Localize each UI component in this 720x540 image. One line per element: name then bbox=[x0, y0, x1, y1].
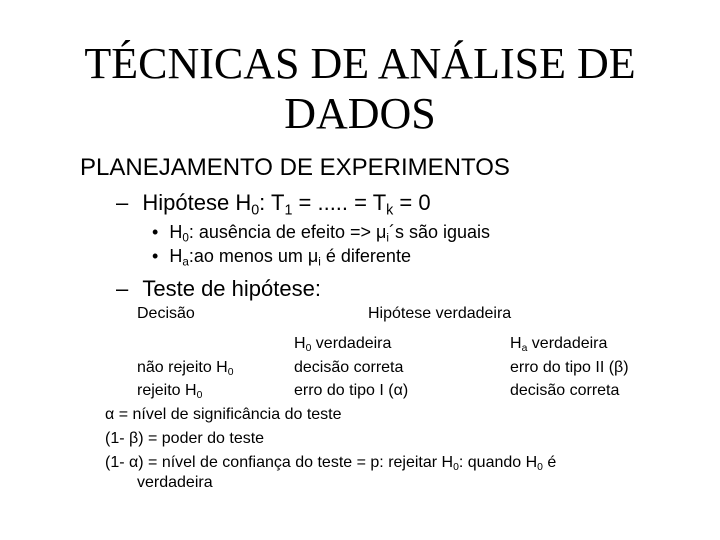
row-reject-label: rejeito $H_0$ bbox=[137, 382, 203, 402]
decision-header: Decisão bbox=[137, 305, 195, 322]
hypothesis-text: Hipótese $H_0$: $T_1$ = ..... = $T_k = 0$ bbox=[142, 190, 431, 219]
dot-bullet: • bbox=[152, 222, 159, 242]
dash-bullet: – bbox=[116, 276, 129, 301]
true-hypothesis-header: Hipótese verdadeira bbox=[368, 305, 512, 322]
row-not-reject-label: não rejeito $H_0$ bbox=[137, 359, 234, 379]
confidence-note: (1- α) = nível de confiança do teste = p: rejeitar $H_0$: quando $H_0$ é bbox=[105, 454, 557, 474]
dot-bullet: • bbox=[152, 246, 159, 266]
hypothesis-line bbox=[116, 190, 431, 219]
section-heading: PLANEJAMENTO DE EXPERIMENTOS bbox=[80, 154, 510, 181]
slide-title-line-1: TÉCNICAS DE ANÁLISE DE bbox=[84, 39, 636, 88]
row-not-reject-h0-cell: decisão correta bbox=[294, 359, 404, 376]
h0-true-header: $H_0$ verdadeira bbox=[294, 335, 392, 355]
ha-true-header: $H_a$ verdadeira bbox=[510, 335, 608, 355]
row-reject-ha-cell: decisão correta bbox=[510, 382, 620, 399]
beta-note: (1- β) = poder do teste bbox=[105, 430, 265, 447]
confidence-note-continuation: verdadeira bbox=[137, 474, 213, 491]
dash-bullet: – bbox=[116, 190, 129, 215]
test-line: – Teste de hipótese: bbox=[116, 276, 321, 301]
null-hypothesis-item: • $H_0$: ausência de efeito => $\mu_i´s$ são iguais bbox=[152, 222, 491, 245]
slide-title-line-2: DADOS bbox=[284, 89, 436, 138]
row-reject-h0-cell: erro do tipo I (α) bbox=[294, 382, 409, 399]
alpha-note: α = nível de significância do teste bbox=[105, 406, 342, 423]
alternative-hypothesis-item: • $H_a:ao$ menos um $\mu_i$ é diferente bbox=[152, 246, 411, 269]
row-not-reject-ha-cell: erro do tipo II (β) bbox=[510, 359, 629, 376]
